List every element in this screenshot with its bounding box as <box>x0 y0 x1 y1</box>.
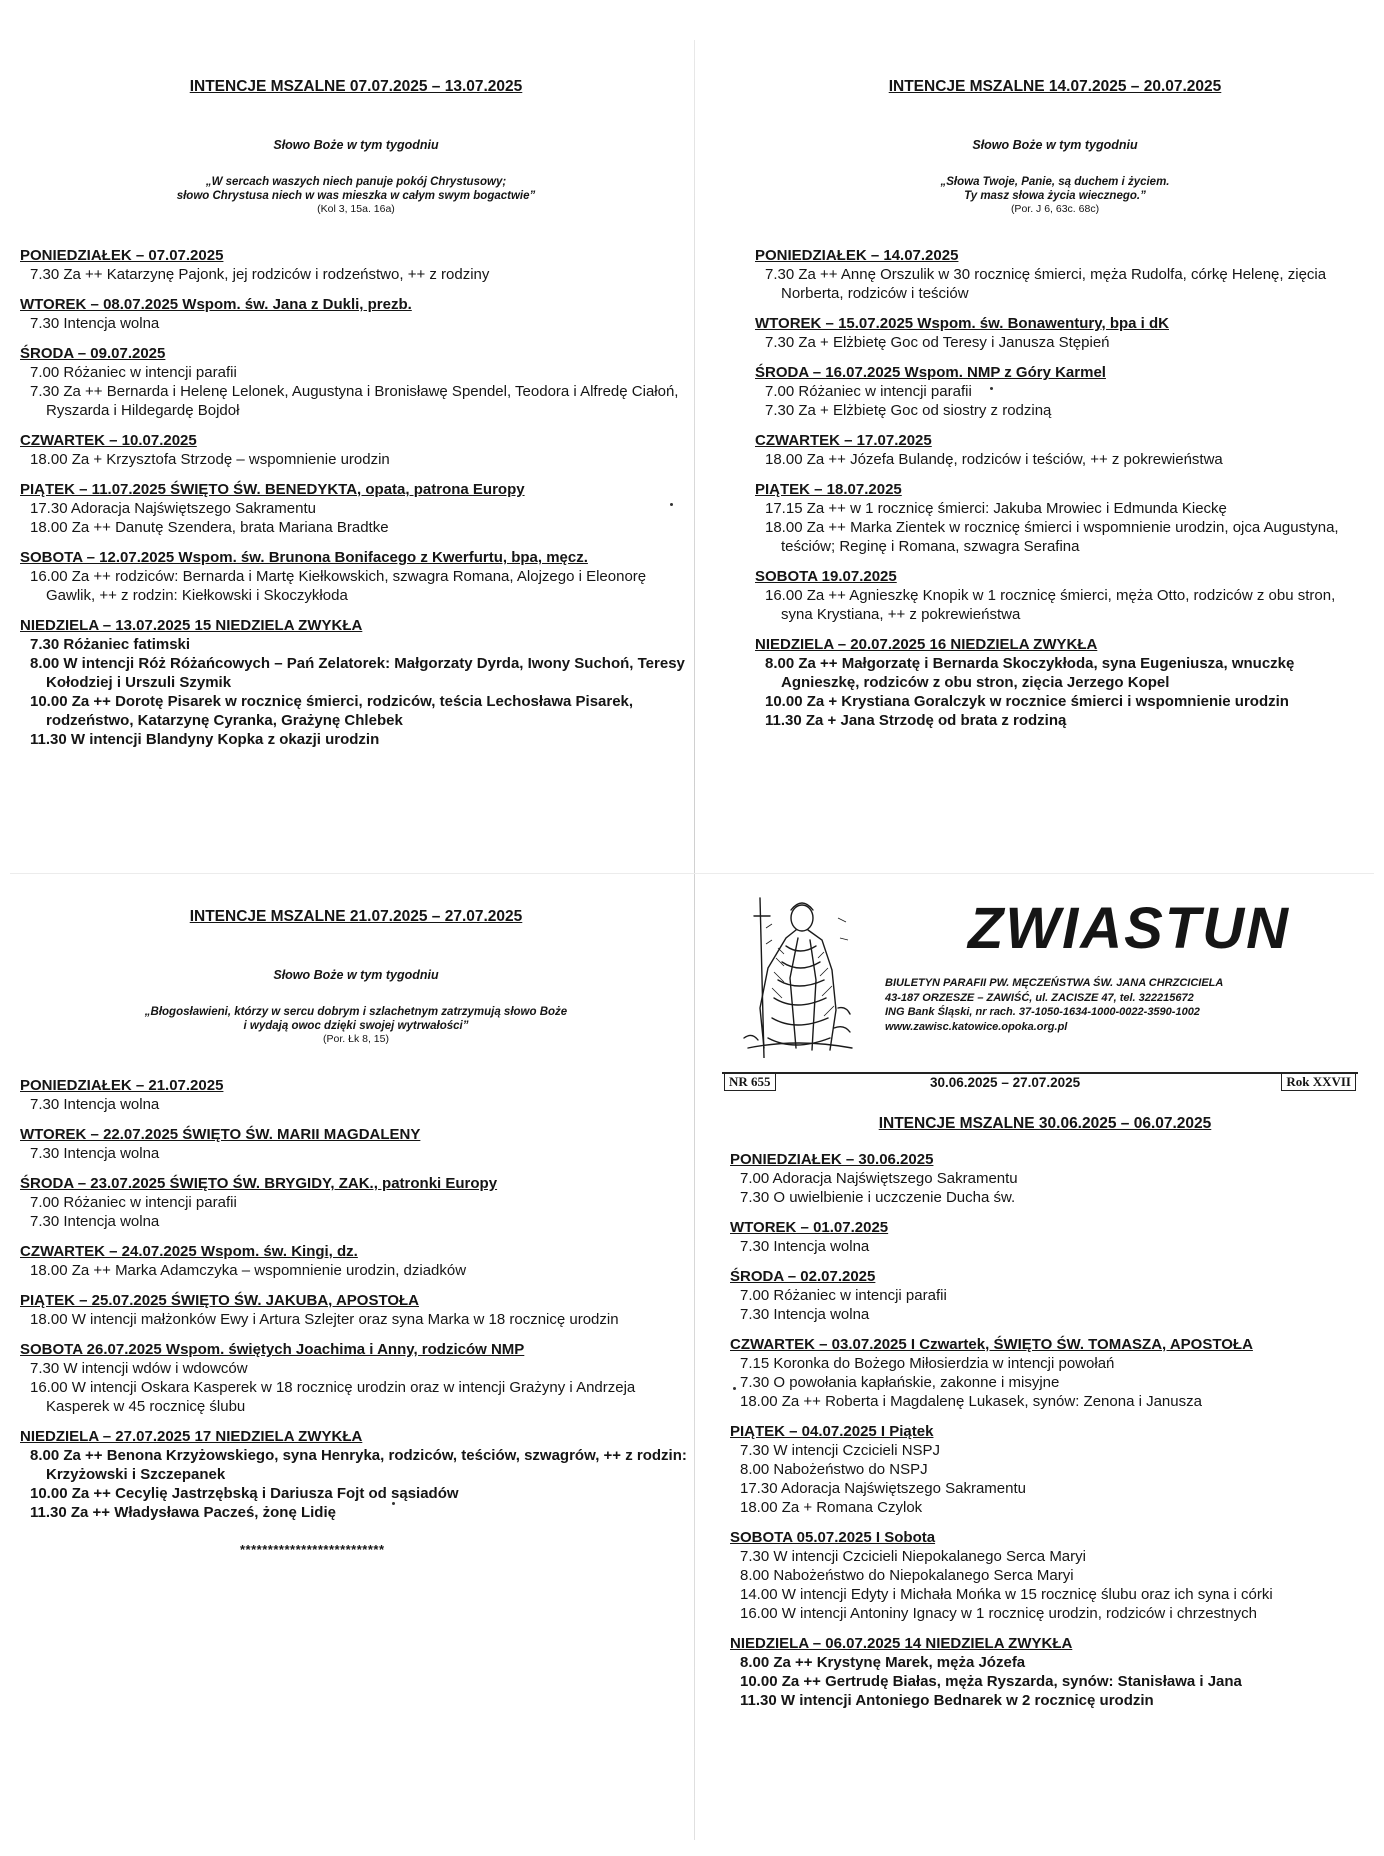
mass-intention: 7.30 W intencji Czcicieli NSPJ <box>740 1442 941 1459</box>
mass-intention: 18.00 W intencji małżonków Ewy i Artura Szlejter oraz syna Marka w 18 rocznicę urodzin <box>30 1311 619 1328</box>
day-block <box>20 548 692 605</box>
day-heading: SOBOTA 26.07.2025 Wspom. świętych Joachima i Anny, rodziców NMP <box>20 1341 525 1358</box>
mass-intention: 7.30 Za + Elżbietę Goc od siostry z rodziną <box>765 402 1052 419</box>
scan-speck <box>733 1387 736 1390</box>
mass-intention: 7.30 Intencja wolna <box>30 315 160 332</box>
scripture-quote <box>20 175 692 203</box>
day-heading: ŚRODA – 23.07.2025 ŚWIĘTO ŚW. BRYGIDY, ZAK., patronki Europy <box>20 1175 498 1192</box>
mass-intention: 18.00 Za + Krzysztofa Strzodę – wspomnienie urodzin <box>30 451 390 468</box>
issue-bar <box>722 1072 1358 1092</box>
mass-intention: 18.00 Za ++ Danutę Szendera, brata Mariana Bradtke <box>30 519 389 536</box>
day-heading: PONIEDZIAŁEK – 30.06.2025 <box>730 1151 934 1168</box>
day-heading: NIEDZIELA – 06.07.2025 14 NIEDZIELA ZWYKŁA <box>730 1635 1073 1652</box>
mass-intention: 14.00 W intencji Edyty i Michała Mońka w 15 rocznicę ślubu oraz ich syna i córki <box>740 1586 1273 1603</box>
bulletin-title: ZWIASTUN <box>968 896 1291 961</box>
parish-info <box>885 976 1223 1034</box>
scripture-quote <box>20 1005 692 1033</box>
mass-intention: 7.00 Różaniec w intencji parafii <box>740 1287 947 1304</box>
word-of-god-heading: Słowo Boże w tym tygodniu <box>273 968 439 982</box>
day-block <box>20 431 692 469</box>
quote-line: Ty masz słowa życia wiecznego.” <box>964 190 1146 202</box>
day-heading: ŚRODA – 02.07.2025 <box>730 1268 876 1285</box>
mass-intention: 16.00 Za ++ Agnieszkę Knopik w 1 rocznicę śmierci, męża Otto, rodziców z obu stron, syna Krystiana, ++ z pokrewieństwa <box>765 587 1336 623</box>
mass-intention: 7.30 Intencja wolna <box>30 1213 160 1230</box>
day-block <box>20 1340 692 1416</box>
mass-intention: 8.00 Za ++ Krystynę Marek, męża Józefa <box>740 1654 1026 1671</box>
day-heading: PONIEDZIAŁEK – 21.07.2025 <box>20 1077 224 1094</box>
quote-line: „W sercach waszych niech panuje pokój Chrystusowy; <box>205 176 507 188</box>
day-heading: PIĄTEK – 25.07.2025 ŚWIĘTO ŚW. JAKUBA, APOSTOŁA <box>20 1292 420 1309</box>
mass-intention: 8.00 Nabożeństwo do Niepokalanego Serca Maryi <box>740 1567 1074 1584</box>
mass-intention: 16.00 Za ++ rodziców: Bernarda i Martę Kiełkowskich, szwagra Romana, Alojzego i Eleonorę Gawlik, ++ z rodzin: Kiełkowski i Skoczykłoda <box>30 568 647 604</box>
section-title: INTENCJE MSZALNE 14.07.2025 – 20.07.2025 <box>888 78 1222 95</box>
day-heading: WTOREK – 15.07.2025 Wspom. św. Bonawentury, bpa i dK <box>755 315 1169 332</box>
year-label: Rok XXVII <box>1281 1073 1356 1091</box>
scripture-reference: (Por. J 6, 63c. 68c) <box>1010 203 1100 215</box>
day-list <box>755 246 1355 730</box>
quote-line: „Słowa Twoje, Panie, są duchem i życiem. <box>940 176 1170 188</box>
day-block <box>20 616 692 749</box>
bulletin-masthead <box>738 888 1358 1058</box>
mass-intention: 7.30 Intencja wolna <box>740 1238 870 1255</box>
mass-intention: 10.00 Za ++ Gertrudę Białas, męża Ryszarda, synów: Stanisława i Jana <box>740 1673 1242 1690</box>
day-block <box>20 1076 692 1114</box>
page-fold-horizontal <box>10 873 1374 874</box>
scan-speck <box>990 387 993 390</box>
quote-line: słowo Chrystusa niech w was mieszka w całym swym bogactwie” <box>176 190 536 202</box>
day-block <box>730 1267 1360 1324</box>
mass-intention: 10.00 Za + Krystiana Goralczyk w rocznice śmierci i wspomnienie urodzin <box>765 693 1289 710</box>
day-block <box>20 1242 692 1280</box>
day-block <box>20 295 692 333</box>
day-block <box>755 567 1355 624</box>
intentions-week-30 <box>730 1150 1360 1721</box>
day-block <box>755 635 1355 730</box>
day-heading: NIEDZIELA – 13.07.2025 15 NIEDZIELA ZWYKŁA <box>20 617 363 634</box>
word-of-god-heading: Słowo Boże w tym tygodniu <box>972 138 1138 152</box>
scan-speck <box>670 503 673 506</box>
mass-intention: 7.30 Za ++ Bernarda i Helenę Lelonek, Augustyna i Bronisławę Spendel, Teodora i Alfredę Ciałoń, Ryszarda i Hildegardę Bojdoł <box>30 383 679 419</box>
day-heading: PONIEDZIAŁEK – 07.07.2025 <box>20 247 224 264</box>
mass-intention: 18.00 Za ++ Józefa Bulandę, rodziców i teściów, ++ z pokrewieństwa <box>765 451 1223 468</box>
day-heading: WTOREK – 01.07.2025 <box>730 1219 889 1236</box>
mass-intention: 7.00 Adoracja Najświętszego Sakramentu <box>740 1170 1018 1187</box>
mass-intention: 7.15 Koronka do Bożego Miłosierdzia w intencji powołań <box>740 1355 1115 1372</box>
day-heading: NIEDZIELA – 27.07.2025 17 NIEDZIELA ZWYKŁA <box>20 1428 363 1445</box>
day-heading: ŚRODA – 16.07.2025 Wspom. NMP z Góry Karmel <box>755 364 1106 381</box>
issue-number: NR 655 <box>724 1073 776 1091</box>
mass-intention: 7.00 Różaniec w intencji parafii <box>30 364 237 381</box>
day-block <box>730 1634 1360 1710</box>
mass-intention: 17.15 Za ++ w 1 rocznicę śmierci: Jakuba Mrowiec i Edmunda Kieckę <box>765 500 1227 517</box>
mass-intention: 7.30 Intencja wolna <box>30 1145 160 1162</box>
saint-john-baptist-engraving-icon <box>738 888 858 1058</box>
mass-intention: 10.00 Za ++ Cecylię Jastrzębską i Dariusza Fojt od sąsiadów <box>30 1485 459 1502</box>
day-block <box>730 1528 1360 1623</box>
bank-account: ING Bank Śląski, nr rach. 37-1050-1634-1000-0022-3590-1002 <box>885 1006 1200 1018</box>
day-block <box>755 480 1355 556</box>
scripture-reference: (Por. Łk 8, 15) <box>323 1033 389 1045</box>
day-block <box>730 1150 1360 1207</box>
day-block <box>755 363 1355 420</box>
mass-intention: 7.00 Różaniec w intencji parafii <box>30 1194 237 1211</box>
mass-intention: 18.00 Za ++ Roberta i Magdalenę Lukasek, synów: Zenona i Janusza <box>740 1393 1202 1410</box>
day-block <box>730 1422 1360 1517</box>
mass-intention: 18.00 Za + Romana Czylok <box>740 1499 923 1516</box>
mass-intention: 7.30 O powołania kapłańskie, zakonne i misyjne <box>740 1374 1060 1391</box>
day-heading: NIEDZIELA – 20.07.2025 16 NIEDZIELA ZWYKŁA <box>755 636 1098 653</box>
section-title: INTENCJE MSZALNE 21.07.2025 – 27.07.2025 <box>189 908 523 925</box>
parish-website: www.zawisc.katowice.opoka.org.pl <box>885 1020 1068 1033</box>
mass-intention: 7.30 Intencja wolna <box>740 1306 870 1323</box>
day-block <box>20 1174 692 1231</box>
mass-intention: 11.30 Za ++ Władysława Pacześ, żonę Lidię <box>30 1504 336 1521</box>
day-block <box>755 314 1355 352</box>
day-heading: CZWARTEK – 03.07.2025 I Czwartek, ŚWIĘTO ŚW. TOMASZA, APOSTOŁA <box>730 1336 1253 1353</box>
day-block <box>730 1335 1360 1411</box>
day-heading: SOBOTA 19.07.2025 <box>755 568 897 585</box>
day-block <box>20 246 692 284</box>
mass-intention: 10.00 Za ++ Dorotę Pisarek w rocznicę śmierci, rodziców, teścia Lechosława Pisarek, rodzeństwo, Katarzynę Cyranka, Grażynę Chlebek <box>30 693 634 729</box>
mass-intention: 7.30 W intencji Czcicieli Niepokalanego Serca Maryi <box>740 1548 1086 1565</box>
mass-intention: 8.00 Za ++ Benona Krzyżowskiego, syna Henryka, rodziców, teściów, szwagrów, ++ z rodzin: Krzyżowski i Szczepanek <box>30 1447 687 1483</box>
mass-intention: 16.00 W intencji Oskara Kasperek w 18 rocznicę urodzin oraz w intencji Grażyny i Andrzeja Kasperek w 45 rocznicę ślubu <box>30 1379 636 1415</box>
mass-intention: 8.00 Nabożeństwo do NSPJ <box>740 1461 928 1478</box>
parish-address: 43-187 ORZESZE – ZAWIŚĆ, ul. ZACISZE 47, tel. 322215672 <box>885 991 1194 1004</box>
day-list <box>20 1076 692 1522</box>
scripture-reference: (Kol 3, 15a. 16a) <box>317 203 395 215</box>
parish-name: BIULETYN PARAFII PW. MĘCZEŃSTWA ŚW. JANA CHRZCICIELA <box>885 977 1224 989</box>
intentions-week-07 <box>20 78 692 760</box>
mass-intention: 11.30 Za + Jana Strzodę od brata z rodziną <box>765 712 1067 729</box>
day-block <box>755 431 1355 469</box>
day-heading: PIĄTEK – 11.07.2025 ŚWIĘTO ŚW. BENEDYKTA, opata, patrona Europy <box>20 481 525 498</box>
section-title: INTENCJE MSZALNE 30.06.2025 – 06.07.2025 <box>878 1115 1212 1132</box>
mass-intention: 7.30 Za ++ Annę Orszulik w 30 rocznicę śmierci, męża Rudolfa, córkę Helenę, zięcia Norberta, rodziców i teściów <box>765 266 1327 302</box>
mass-intention: 7.30 Za ++ Katarzynę Pajonk, jej rodziców i rodzeństwo, ++ z rodziny <box>30 266 490 283</box>
quote-line: „Błogosławieni, którzy w sercu dobrym i szlachetnym zatrzymują słowo Boże <box>144 1006 568 1018</box>
mass-intention: 16.00 W intencji Antoniny Ignacy w 1 rocznicę urodzin, rodziców i chrzestnych <box>740 1605 1257 1622</box>
mass-intention: 8.00 W intencji Róż Różańcowych – Pań Zelatorek: Małgorzaty Dyrda, Iwony Suchoń, Teresy Kołodziej i Urszuli Szymik <box>30 655 685 691</box>
mass-intention: 7.30 W intencji wdów i wdowców <box>30 1360 248 1377</box>
page-fold-vertical <box>694 40 695 1840</box>
day-list <box>20 246 692 749</box>
day-block <box>20 1427 692 1522</box>
day-list <box>730 1150 1360 1710</box>
mass-intention: 17.30 Adoracja Najświętszego Sakramentu <box>740 1480 1026 1497</box>
quote-line: i wydają owoc dzięki swojej wytrwałości” <box>243 1020 469 1032</box>
day-block <box>20 480 692 537</box>
mass-intention: 17.30 Adoracja Najświętszego Sakramentu <box>30 500 316 517</box>
mass-intention: 18.00 Za ++ Marka Zientek w rocznicę śmierci i wspomnienie urodzin, ojca Augustyna, teściów; Reginę i Romana, szwagra Serafina <box>765 519 1339 555</box>
issue-dates: 30.06.2025 – 27.07.2025 <box>930 1075 1081 1090</box>
day-heading: ŚRODA – 09.07.2025 <box>20 345 166 362</box>
day-heading: SOBOTA 05.07.2025 I Sobota <box>730 1529 936 1546</box>
day-heading: SOBOTA – 12.07.2025 Wspom. św. Brunona Bonifacego z Kwerfurtu, bpa, męcz. <box>20 549 588 566</box>
day-heading: CZWARTEK – 10.07.2025 <box>20 432 197 449</box>
scripture-quote <box>755 175 1355 203</box>
day-block <box>755 246 1355 303</box>
day-block <box>730 1218 1360 1256</box>
mass-intention: 11.30 W intencji Antoniego Bednarek w 2 rocznicę urodzin <box>740 1692 1154 1709</box>
day-heading: CZWARTEK – 17.07.2025 <box>755 432 932 449</box>
intentions-week-21 <box>20 908 692 1557</box>
day-heading: PIĄTEK – 18.07.2025 <box>755 481 902 498</box>
scan-speck <box>392 1502 395 1505</box>
day-heading: PONIEDZIAŁEK – 14.07.2025 <box>755 247 959 264</box>
separator-stars: ************************** <box>240 1542 385 1557</box>
intentions-week-14 <box>755 78 1355 741</box>
word-of-god-heading: Słowo Boże w tym tygodniu <box>273 138 439 152</box>
mass-intention: 7.30 Różaniec fatimski <box>30 636 191 653</box>
day-heading: WTOREK – 08.07.2025 Wspom. św. Jana z Dukli, prezb. <box>20 296 412 313</box>
day-heading: CZWARTEK – 24.07.2025 Wspom. św. Kingi, dz. <box>20 1243 358 1260</box>
section-title: INTENCJE MSZALNE 07.07.2025 – 13.07.2025 <box>189 78 523 95</box>
day-block <box>20 1291 692 1329</box>
mass-intention: 7.00 Różaniec w intencji parafii <box>765 383 972 400</box>
mass-intention: 7.30 Za + Elżbietę Goc od Teresy i Janusza Stępień <box>765 334 1110 351</box>
mass-intention: 7.30 Intencja wolna <box>30 1096 160 1113</box>
day-block <box>20 1125 692 1163</box>
mass-intention: 18.00 Za ++ Marka Adamczyka – wspomnienie urodzin, dziadków <box>30 1262 467 1279</box>
day-heading: WTOREK – 22.07.2025 ŚWIĘTO ŚW. MARII MAGDALENY <box>20 1126 421 1143</box>
mass-intention: 8.00 Za ++ Małgorzatę i Bernarda Skoczykłoda, syna Eugeniusza, wnuczkę Agnieszkę, rodziców z obu stron, zięcia Jerzego Kopel <box>765 655 1295 691</box>
mass-intention: 7.30 O uwielbienie i uczczenie Ducha św. <box>740 1189 1016 1206</box>
day-block <box>20 344 692 420</box>
mass-intention: 11.30 W intencji Blandyny Kopka z okazji urodzin <box>30 731 380 748</box>
day-heading: PIĄTEK – 04.07.2025 I Piątek <box>730 1423 934 1440</box>
